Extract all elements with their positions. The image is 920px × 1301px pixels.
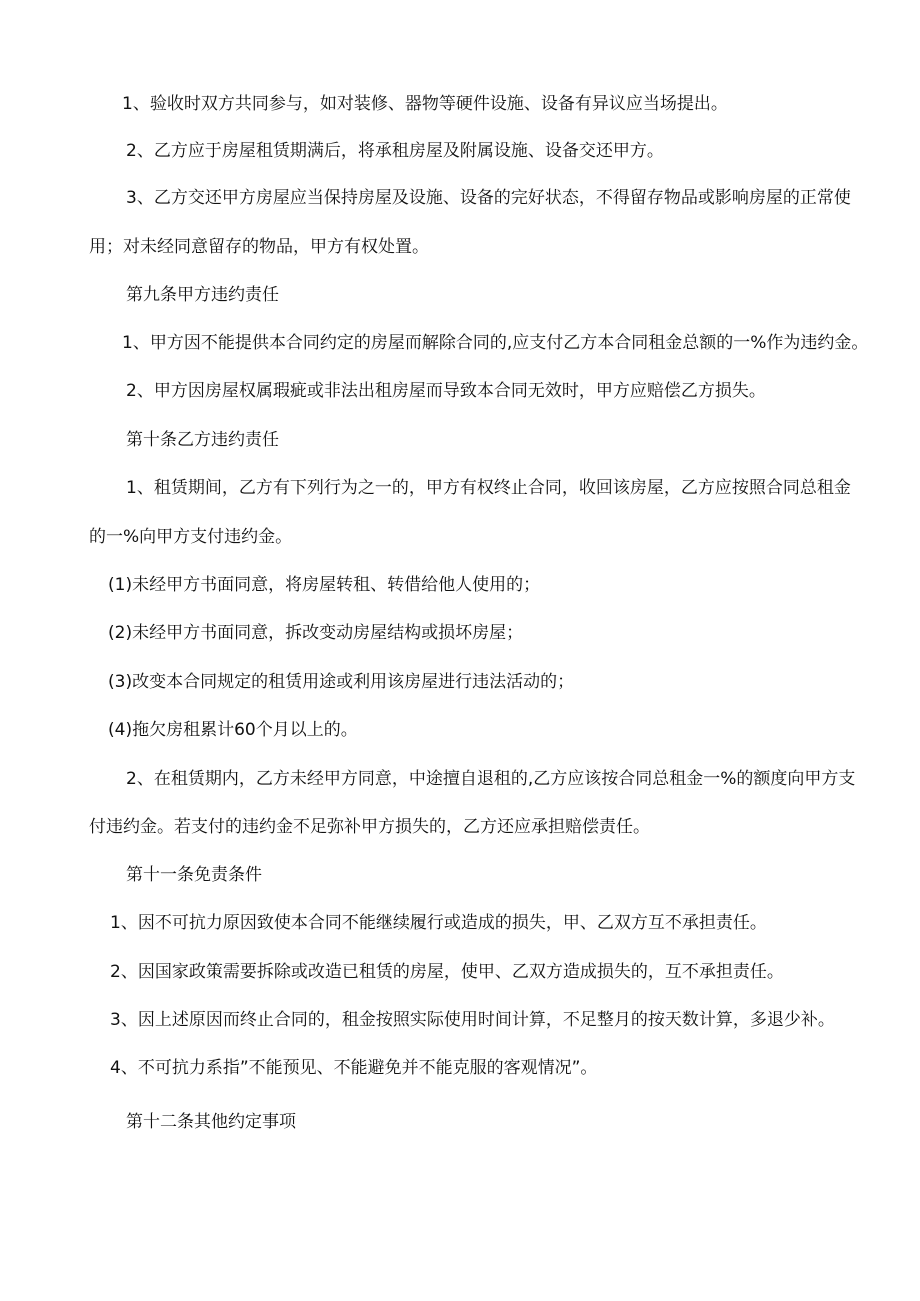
paragraph-line: 1、甲方因不能提供本合同约定的房屋而解除合同的,应支付乙方本合同租金总额的一%作为违约金。 (122, 333, 869, 353)
section-heading: 第十条乙方违约责任 (126, 430, 279, 450)
section-heading: 第十一条免责条件 (126, 865, 262, 885)
paragraph-line: 3、因上述原因而终止合同的，租金按照实际使用时间计算，不足整月的按天数计算，多退少补。 (110, 1010, 835, 1030)
list-item: (4)拖欠房租累计60个月以上的。 (108, 720, 358, 740)
paragraph-line: 付违约金。若支付的违约金不足弥补甲方损失的，乙方还应承担赔偿责任。 (89, 817, 650, 837)
section-heading: 第十二条其他约定事项 (126, 1112, 296, 1132)
paragraph-line: 1、因不可抗力原因致使本合同不能继续履行或造成的损失，甲、乙双方互不承担责任。 (110, 913, 767, 933)
paragraph-line: 4、不可抗力系指”不能预见、不能避免并不能克服的客观情况”。 (110, 1058, 598, 1078)
paragraph-line: 2、在租赁期内，乙方未经甲方同意，中途擅自退租的,乙方应该按合同总租金一%的额度向甲方支 (126, 769, 856, 789)
paragraph-line: 2、因国家政策需要拆除或改造已租赁的房屋，使甲、乙双方造成损失的，互不承担责任。 (110, 962, 784, 982)
paragraph-line: 2、乙方应于房屋租赁期满后，将承租房屋及附属设施、设备交还甲方。 (126, 141, 664, 161)
paragraph-line: 的一%向甲方支付违约金。 (89, 527, 293, 547)
paragraph-line: 1、租赁期间，乙方有下列行为之一的，甲方有权终止合同，收回该房屋，乙方应按照合同总租金 (126, 478, 851, 498)
list-item: (3)改变本合同规定的租赁用途或利用该房屋进行违法活动的； (108, 672, 575, 692)
list-item: (2)未经甲方书面同意，拆改变动房屋结构或损坏房屋； (108, 623, 524, 643)
paragraph-line: 3、乙方交还甲方房屋应当保持房屋及设施、设备的完好状态，不得留存物品或影响房屋的正常使 (126, 188, 851, 208)
paragraph-line: 1、验收时双方共同参与，如对装修、器物等硬件设施、设备有异议应当场提出。 (122, 94, 728, 114)
paragraph-line: 2、甲方因房屋权属瑕疵或非法出租房屋而导致本合同无效时，甲方应赔偿乙方损失。 (126, 381, 766, 401)
paragraph-line: 用；对未经同意留存的物品，甲方有权处置。 (89, 237, 429, 257)
list-item: (1)未经甲方书面同意，将房屋转租、转借给他人使用的； (108, 575, 541, 595)
section-heading: 第九条甲方违约责任 (126, 285, 279, 305)
